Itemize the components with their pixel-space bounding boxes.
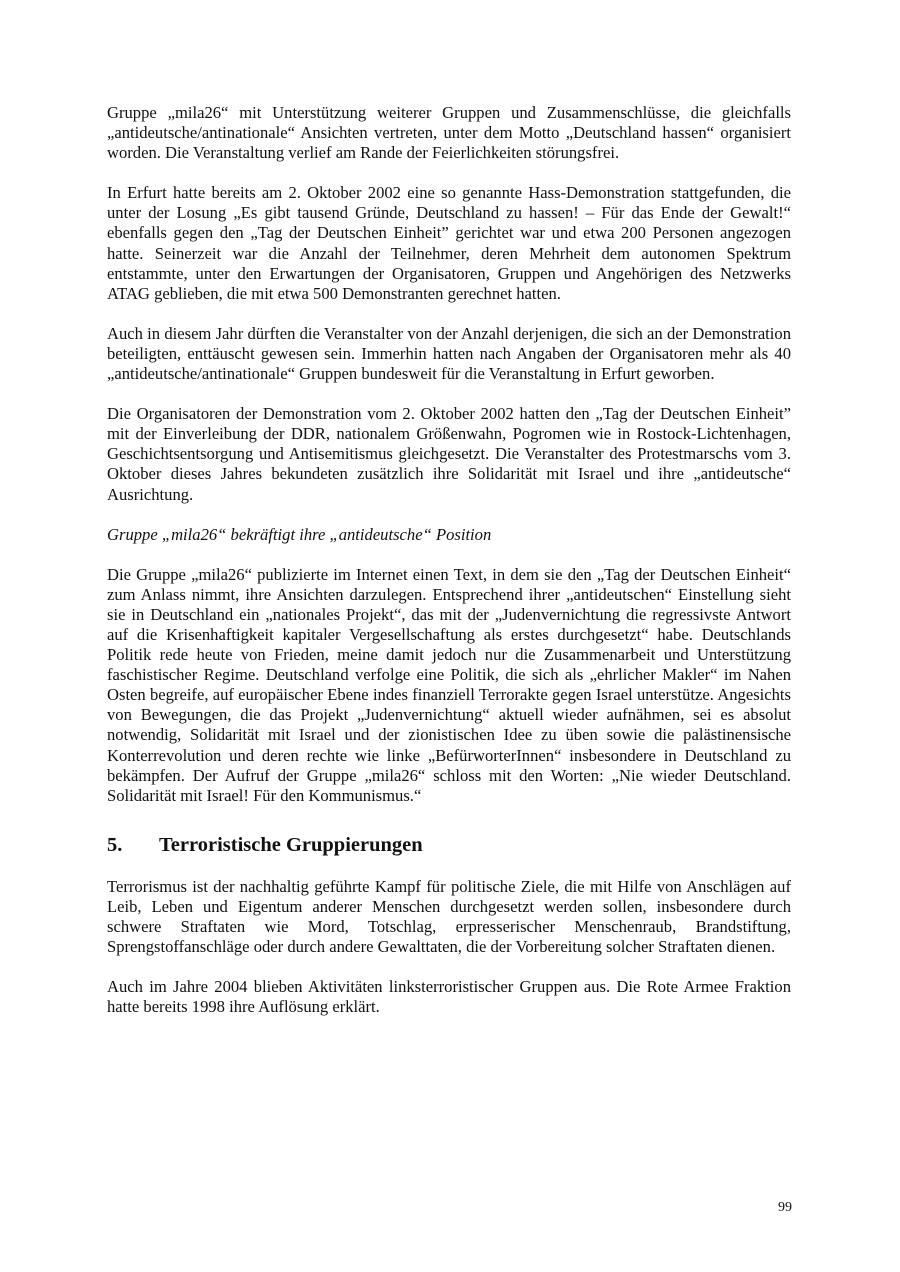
body-paragraph: Auch im Jahre 2004 blieben Aktivitäten linksterroristischer Gruppen aus. Die Rote Armee Fraktion hatte bereits 1998 ihre Auflösung erklärt.	[107, 977, 791, 1017]
body-paragraph: Die Gruppe „mila26“ publizierte im Internet einen Text, in dem sie den „Tag der Deutschen Einheit“ zum Anlass nimmt, ihre Ansichten darzulegen. Entsprechend ihrer „antideutschen“ Einstellung sieht sie in Deutschland ein „nationales Projekt“, das mit der „Judenvernichtung die regressivste Antwort auf die Krisenhaftigkeit kapitaler Vergesellschaftung als erstes durchgesetzt“ habe. Deutschlands Politik rede heute von Frieden, meine damit jedoch nur die Zusammenarbeit und Unterstützung faschistischer Regime. Deutschland verfolge eine Politik, die sich als „ehrlicher Makler“ im Nahen Osten begreife, auf europäischer Ebene indes finanziell Terrorakte gegen Israel unterstütze. Angesichts von Bewegungen, die das Projekt „Judenvernichtung“ aktuell wieder aufnähmen, sei es absolut notwendig, Solidarität mit Israel und der zionistischen Idee zu üben sowie die palästinensische Konterrevolution und deren rechte wie linke „BefürworterInnen“ insbesondere in Deutschland zu bekämpfen. Der Aufruf der Gruppe „mila26“ schloss mit den Worten: „Nie wieder Deutschland. Solidarität mit Israel! Für den Kommunismus.“	[107, 564, 791, 805]
page-number: 99	[778, 1200, 792, 1215]
subheading: Gruppe „mila26“ bekräftigt ihre „antideutsche“ Position	[107, 524, 492, 544]
section-heading	[107, 833, 791, 857]
body-paragraph: Auch in diesem Jahr dürften die Veranstalter von der Anzahl derjenigen, die sich an der Demonstration beteiligten, enttäuscht gewesen sein. Immerhin hatten nach Angaben der Organisatoren mehr als 40 „antideutsche/antinationale“ Gruppen bundesweit für die Veranstaltung in Erfurt geworben.	[107, 323, 791, 384]
section-number: 5.	[107, 833, 123, 856]
body-paragraph: In Erfurt hatte bereits am 2. Oktober 2002 eine so genannte Hass-Demonstration stattgefunden, die unter der Losung „Es gibt tausend Gründe, Deutschland zu hassen! – Für das Ende der Gewalt!“ ebenfalls gegen den „Tag der Deutschen Einheit” gerichtet war und etwa 200 Personen angezogen hatte. Seinerzeit war die Anzahl der Teilnehmer, deren Mehrheit dem autonomen Spektrum entstammte, unter den Erwartungen der Organisatoren, Gruppen und Angehörigen des Netzwerks ATAG geblieben, die mit etwa 500 Demonstranten gerechnet hatten.	[107, 183, 791, 303]
body-paragraph: Die Organisatoren der Demonstration vom 2. Oktober 2002 hatten den „Tag der Deutschen Einheit” mit der Einverleibung der DDR, nationalem Größenwahn, Pogromen wie in Rostock-Lichtenhagen, Geschichtsentsorgung und Antisemitismus gleichgesetzt. Die Veranstalter des Protestmarschs vom 3. Oktober dieses Jahres bekundeten zusätzlich ihre Solidarität mit Israel und ihre „antideutsche“ Ausrichtung.	[107, 404, 791, 504]
body-paragraph: Terrorismus ist der nachhaltig geführte Kampf für politische Ziele, die mit Hilfe von Anschlägen auf Leib, Leben und Eigentum anderer Menschen durchgesetzt werden sollen, insbesondere durch schwere Straftaten wie Mord, Totschlag, erpresserischer Menschenraub, Brandstiftung, Sprengstoffanschläge oder durch andere Gewalttaten, die der Vorbereitung solcher Straftaten dienen.	[107, 876, 791, 957]
document-page	[107, 103, 791, 1017]
section-title: Terroristische Gruppierungen	[159, 833, 423, 856]
body-paragraph: Gruppe „mila26“ mit Unterstützung weiterer Gruppen und Zusammenschlüsse, die gleichfalls „antideutsche/antinationale“ Ansichten vertreten, unter dem Motto „Deutschland hassen“ organisiert worden. Die Veranstaltung verlief am Rande der Feierlichkeiten störungsfrei.	[107, 103, 791, 163]
